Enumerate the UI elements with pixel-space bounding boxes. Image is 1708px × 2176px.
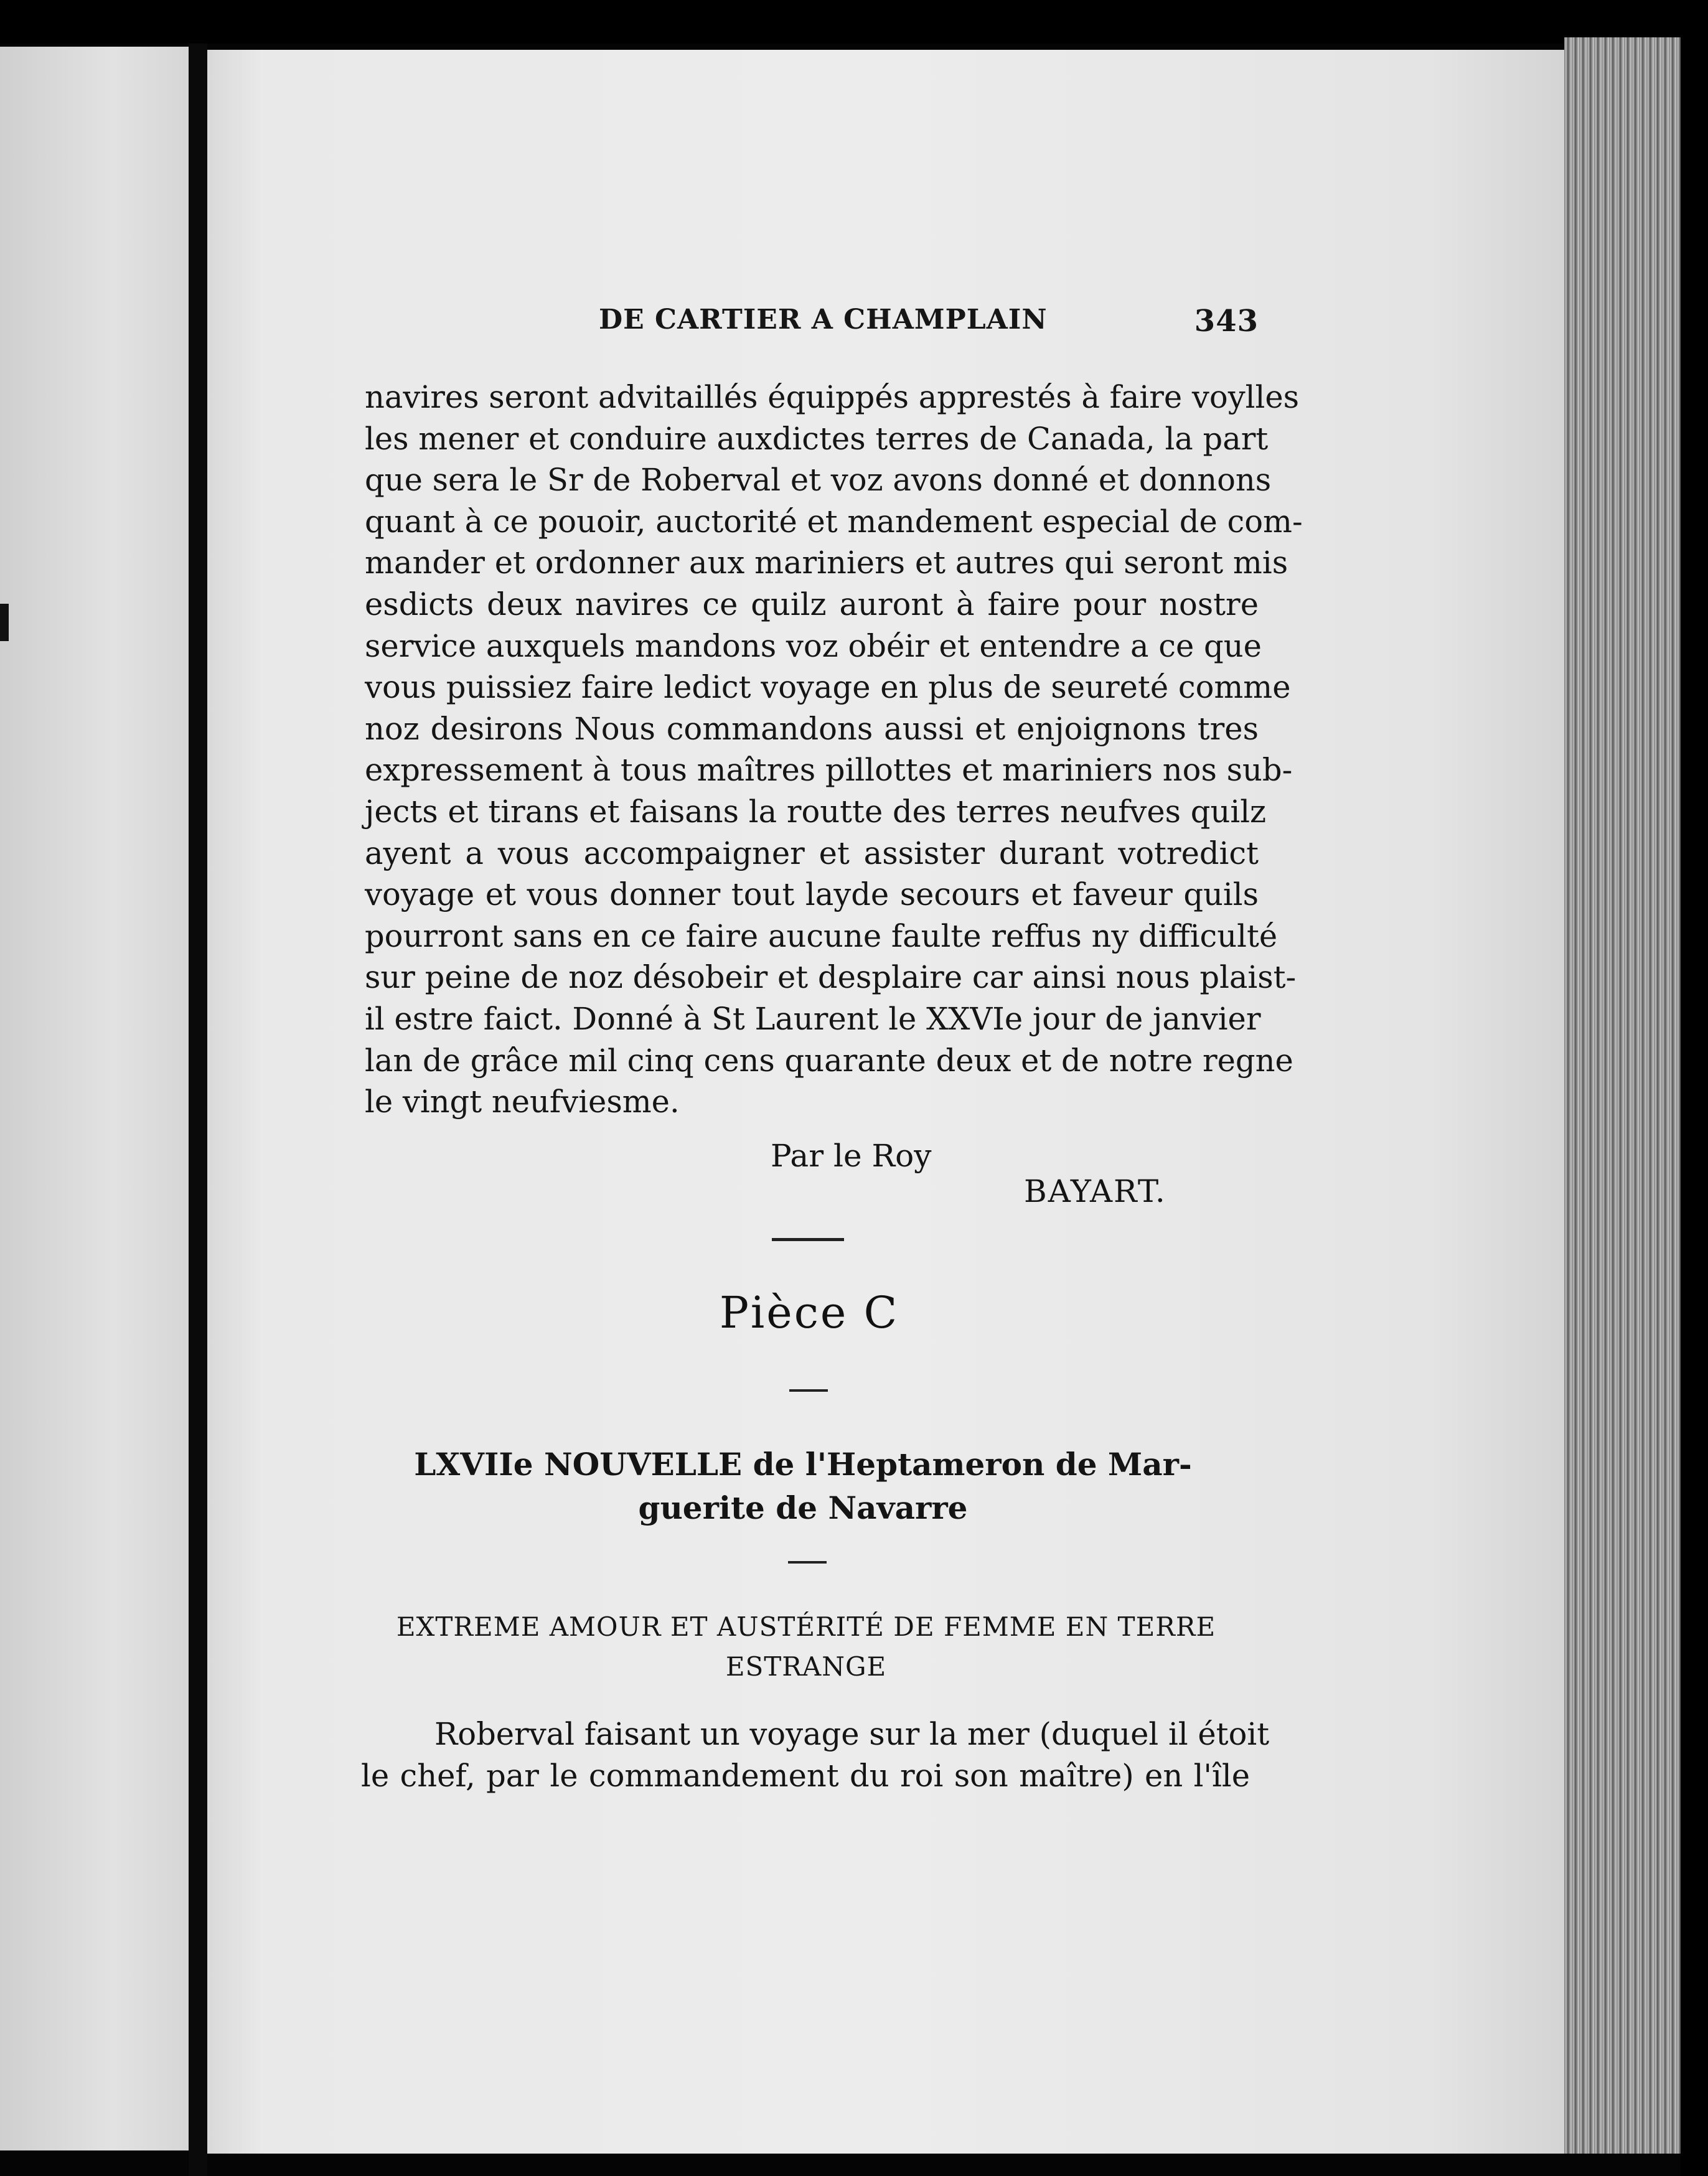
book-gutter (189, 44, 207, 2176)
body-text (365, 377, 1303, 1123)
text-line: le vingt neufviesme. (365, 1084, 680, 1120)
text-line: lan de grâce mil cinq cens quarante deux et de notre regne (365, 1042, 1293, 1079)
right-border (1681, 31, 1708, 2176)
subsection-heading (367, 1607, 1245, 1687)
text-line: pourront sans en ce faire aucune faulte reffus ny difficulté (365, 917, 1278, 954)
top-border (0, 0, 1708, 44)
text-line: il estre faict. Donné à St Laurent le XXVIe jour de janvier (365, 1000, 1261, 1037)
text-line: service auxquels mandons voz obéir et entendre a ce que (365, 627, 1262, 664)
subsection-heading-line: ESTRANGE (725, 1651, 887, 1682)
text-line: voyage et vous donner tout layde secours et faveur quils (365, 876, 1259, 913)
text-line: les mener et conduire auxdictes terres de Canada, la part (365, 420, 1269, 457)
text-line: jects et tirans et faisans la routte des terres neufves quilz (365, 793, 1267, 830)
text-line: noz desirons Nous commandons aussi et enjoignons tres (365, 710, 1259, 747)
text-line: esdicts deux navires ce quilz auront à faire pour nostre (365, 586, 1259, 622)
signature-par-le-roy: Par le Roy (771, 1138, 932, 1174)
divider-rule (789, 1389, 828, 1392)
text-line: vous puissiez faire ledict voyage en plus de seureté comme (365, 669, 1291, 706)
text-line: mander et ordonner aux mariniers et autres qui seront mis (365, 545, 1288, 581)
divider-rule (772, 1238, 844, 1241)
paragraph (361, 1713, 1270, 1796)
subsection-heading-line: EXTREME AMOUR ET AUSTÉRITÉ DE FEMME EN TERRE (396, 1611, 1216, 1642)
running-head (599, 304, 1259, 341)
text-line: quant à ce pouoir, auctorité et mandement especial de com- (365, 503, 1303, 540)
text-line: navires seront advitaillés équippés apprestés à faire voylles (365, 379, 1300, 415)
text-line: sur peine de noz désobeir et desplaire car ainsi nous plaist- (365, 959, 1297, 996)
text-line: Roberval faisant un voyage sur la mer (duquel il étoit (434, 1716, 1270, 1752)
page-number: 343 (1194, 304, 1259, 339)
text-line: que sera le Sr de Roberval et voz avons donné et donnons (365, 462, 1272, 499)
running-title: DE CARTIER A CHAMPLAIN (599, 304, 1048, 335)
text-line: le chef, par le commandement du roi son maître) en l'île (361, 1757, 1250, 1794)
text-line: expressement à tous maîtres pillottes et mariniers nos sub- (365, 752, 1293, 789)
signature-name: BAYART. (1024, 1173, 1166, 1209)
section-heading-line: LXVIIe NOUVELLE de l'Heptameron de Mar- (414, 1446, 1192, 1483)
piece-title: Pièce C (719, 1287, 899, 1338)
facing-page (0, 47, 189, 2150)
section-heading-line: guerite de Navarre (638, 1489, 968, 1526)
facing-page-text-fragment (0, 604, 9, 641)
page-edges (1564, 37, 1695, 2154)
section-heading (367, 1443, 1239, 1530)
text-line: ayent a vous accompaigner et assister durant votredict (365, 835, 1259, 871)
divider-rule (788, 1561, 827, 1564)
